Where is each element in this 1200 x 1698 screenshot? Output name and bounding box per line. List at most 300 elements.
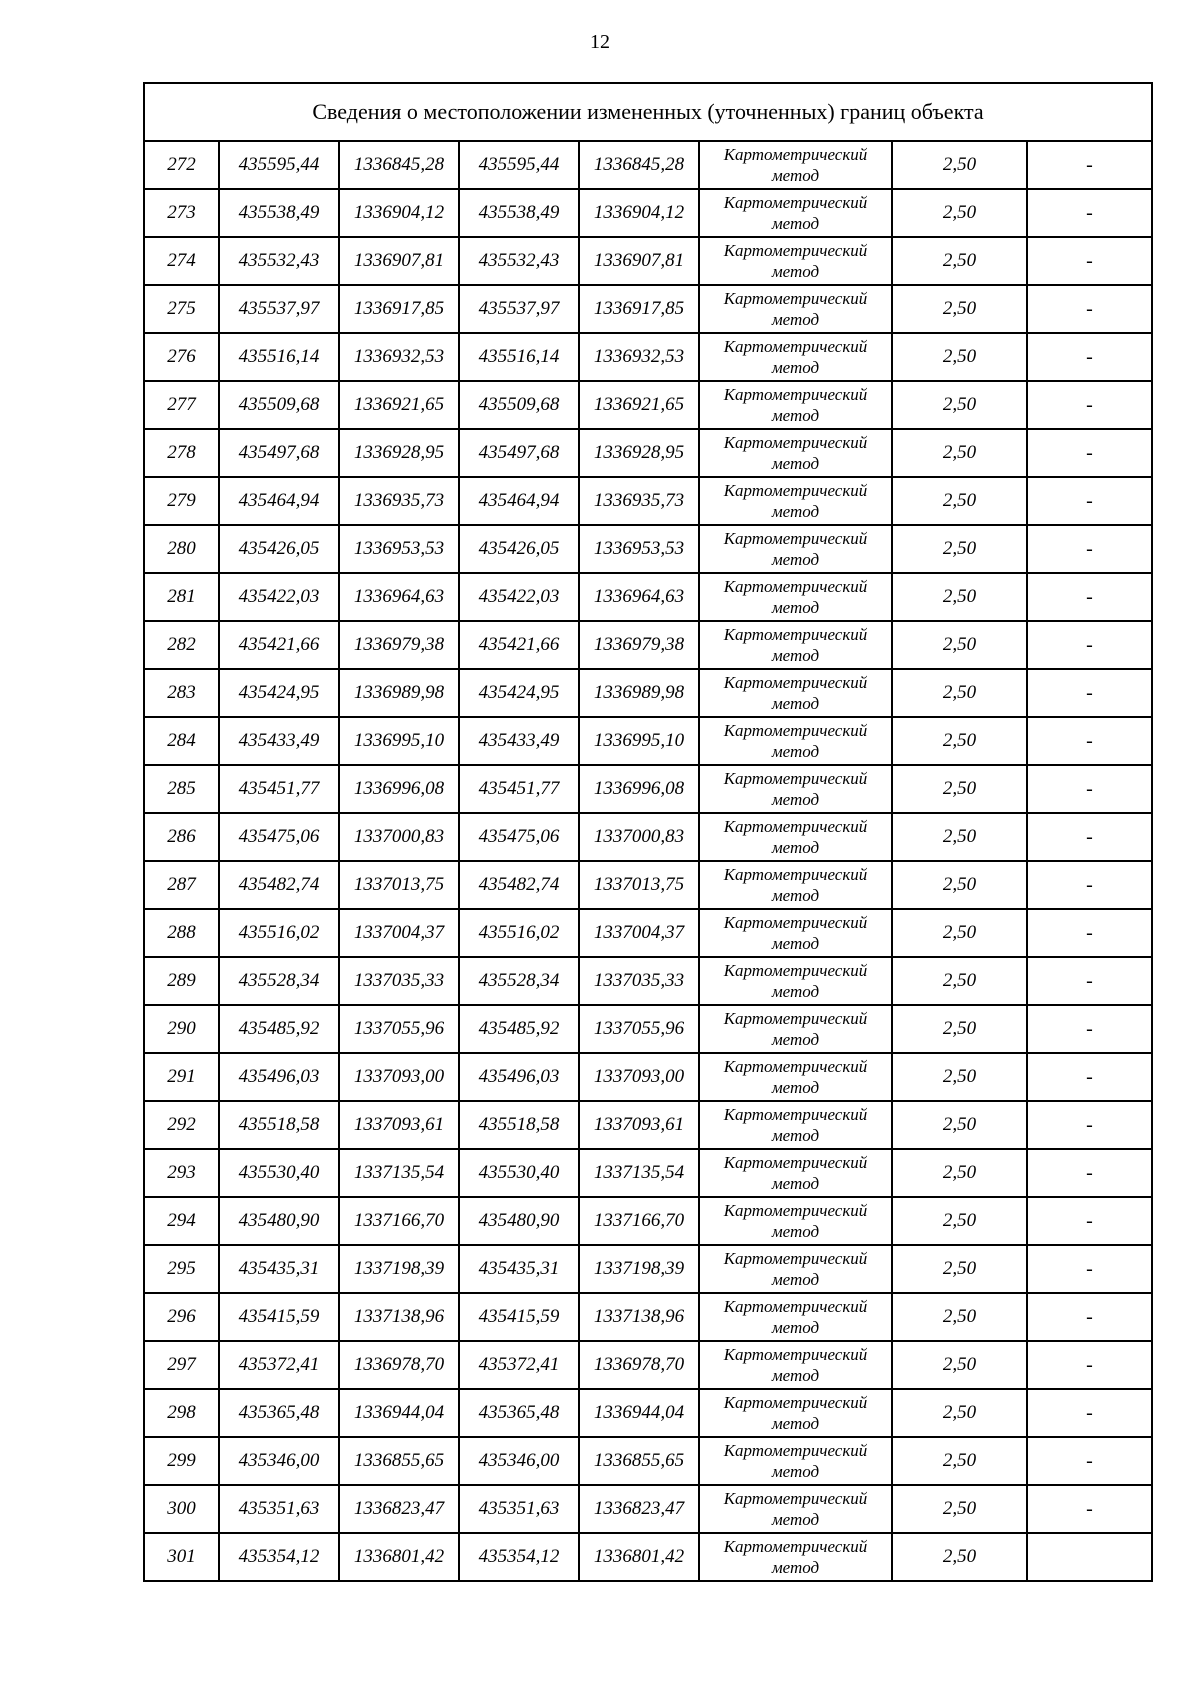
method-line-2: метод [771,1558,820,1577]
table-row [144,381,1152,429]
x-refined-cell: 435365,48 [459,1389,579,1437]
method-line-1: Картометрический [723,1297,868,1316]
method-line-2: метод [771,934,820,953]
description-cell: - [1027,285,1152,333]
method-line-2: метод [771,1414,820,1433]
description-cell: - [1027,1149,1152,1197]
x-refined-cell: 435426,05 [459,525,579,573]
point-number-cell: 285 [144,765,219,813]
x-existing-cell: 435451,77 [219,765,339,813]
method-cell [699,621,892,669]
y-existing-cell: 1336978,70 [339,1341,459,1389]
x-refined-cell: 435538,49 [459,189,579,237]
method-line-2: метод [771,1366,820,1385]
x-refined-cell: 435372,41 [459,1341,579,1389]
x-existing-cell: 435415,59 [219,1293,339,1341]
method-cell [699,189,892,237]
table-row [144,1437,1152,1485]
x-refined-cell: 435346,00 [459,1437,579,1485]
x-refined-cell: 435433,49 [459,717,579,765]
description-cell: - [1027,1485,1152,1533]
boundary-coordinates-table [143,82,1153,1582]
accuracy-cell: 2,50 [892,1053,1027,1101]
y-existing-cell: 1336855,65 [339,1437,459,1485]
method-line-1: Картометрический [723,1009,868,1028]
table-row [144,237,1152,285]
y-refined-cell: 1336935,73 [579,477,699,525]
x-refined-cell: 435516,14 [459,333,579,381]
method-line-1: Картометрический [723,193,868,212]
x-existing-cell: 435426,05 [219,525,339,573]
accuracy-cell: 2,50 [892,141,1027,189]
accuracy-cell: 2,50 [892,861,1027,909]
method-line-2: метод [771,262,820,281]
x-existing-cell: 435433,49 [219,717,339,765]
method-cell [699,1293,892,1341]
table-row [144,765,1152,813]
y-refined-cell: 1336978,70 [579,1341,699,1389]
method-line-1: Картометрический [723,289,868,308]
accuracy-cell: 2,50 [892,621,1027,669]
x-refined-cell: 435351,63 [459,1485,579,1533]
y-existing-cell: 1336935,73 [339,477,459,525]
x-refined-cell: 435595,44 [459,141,579,189]
point-number-cell: 276 [144,333,219,381]
y-refined-cell: 1336944,04 [579,1389,699,1437]
table-row [144,1485,1152,1533]
table-row [144,1053,1152,1101]
table-row [144,1149,1152,1197]
method-cell [699,381,892,429]
point-number-cell: 301 [144,1533,219,1581]
description-cell: - [1027,429,1152,477]
y-refined-cell: 1336855,65 [579,1437,699,1485]
point-number-cell: 287 [144,861,219,909]
method-line-2: метод [771,598,820,617]
y-existing-cell: 1336995,10 [339,717,459,765]
method-line-2: метод [771,982,820,1001]
x-refined-cell: 435516,02 [459,909,579,957]
table-row [144,477,1152,525]
point-number-cell: 282 [144,621,219,669]
method-cell [699,1005,892,1053]
method-cell [699,141,892,189]
method-line-1: Картометрический [723,1489,868,1508]
method-line-1: Картометрический [723,337,868,356]
table-row [144,1005,1152,1053]
method-cell [699,525,892,573]
description-cell: - [1027,477,1152,525]
table-row [144,1101,1152,1149]
x-existing-cell: 435496,03 [219,1053,339,1101]
description-cell: - [1027,717,1152,765]
y-existing-cell: 1336979,38 [339,621,459,669]
method-cell [699,1533,892,1581]
x-refined-cell: 435530,40 [459,1149,579,1197]
y-refined-cell: 1337138,96 [579,1293,699,1341]
method-line-1: Картометрический [723,817,868,836]
method-line-2: метод [771,1318,820,1337]
method-line-2: метод [771,694,820,713]
y-refined-cell: 1337198,39 [579,1245,699,1293]
table-row [144,957,1152,1005]
description-cell: - [1027,765,1152,813]
method-line-1: Картометрический [723,241,868,260]
x-refined-cell: 435451,77 [459,765,579,813]
accuracy-cell: 2,50 [892,237,1027,285]
description-cell: - [1027,189,1152,237]
method-line-2: метод [771,310,820,329]
point-number-cell: 289 [144,957,219,1005]
y-refined-cell: 1336823,47 [579,1485,699,1533]
accuracy-cell: 2,50 [892,813,1027,861]
method-cell [699,765,892,813]
accuracy-cell: 2,50 [892,477,1027,525]
description-cell: - [1027,669,1152,717]
method-cell [699,813,892,861]
x-existing-cell: 435595,44 [219,141,339,189]
description-cell: - [1027,1389,1152,1437]
point-number-cell: 278 [144,429,219,477]
method-line-2: метод [771,1510,820,1529]
y-existing-cell: 1336845,28 [339,141,459,189]
method-line-2: метод [771,742,820,761]
x-refined-cell: 435354,12 [459,1533,579,1581]
description-cell: - [1027,621,1152,669]
method-line-1: Картометрический [723,673,868,692]
method-line-1: Картометрический [723,1441,868,1460]
table-row [144,861,1152,909]
x-refined-cell: 435496,03 [459,1053,579,1101]
accuracy-cell: 2,50 [892,1149,1027,1197]
method-cell [699,717,892,765]
method-line-2: метод [771,1270,820,1289]
accuracy-cell: 2,50 [892,429,1027,477]
point-number-cell: 280 [144,525,219,573]
point-number-cell: 288 [144,909,219,957]
x-existing-cell: 435497,68 [219,429,339,477]
x-existing-cell: 435421,66 [219,621,339,669]
y-existing-cell: 1336921,65 [339,381,459,429]
y-existing-cell: 1337138,96 [339,1293,459,1341]
method-line-2: метод [771,1174,820,1193]
table-row [144,525,1152,573]
point-number-cell: 294 [144,1197,219,1245]
y-refined-cell: 1336932,53 [579,333,699,381]
x-existing-cell: 435365,48 [219,1389,339,1437]
accuracy-cell: 2,50 [892,1437,1027,1485]
description-cell: - [1027,1341,1152,1389]
table-row [144,429,1152,477]
y-refined-cell: 1336953,53 [579,525,699,573]
y-existing-cell: 1336953,53 [339,525,459,573]
x-existing-cell: 435530,40 [219,1149,339,1197]
method-cell [699,861,892,909]
x-refined-cell: 435509,68 [459,381,579,429]
y-refined-cell: 1336845,28 [579,141,699,189]
y-refined-cell: 1337000,83 [579,813,699,861]
x-refined-cell: 435435,31 [459,1245,579,1293]
method-line-2: метод [771,502,820,521]
method-cell [699,1197,892,1245]
method-line-2: метод [771,1222,820,1241]
y-refined-cell: 1336995,10 [579,717,699,765]
method-cell [699,237,892,285]
method-cell [699,333,892,381]
y-existing-cell: 1336823,47 [339,1485,459,1533]
x-refined-cell: 435475,06 [459,813,579,861]
y-existing-cell: 1336801,42 [339,1533,459,1581]
accuracy-cell: 2,50 [892,909,1027,957]
x-existing-cell: 435537,97 [219,285,339,333]
description-cell: - [1027,237,1152,285]
accuracy-cell: 2,50 [892,1389,1027,1437]
method-line-1: Картометрический [723,145,868,164]
point-number-cell: 296 [144,1293,219,1341]
y-refined-cell: 1337004,37 [579,909,699,957]
y-existing-cell: 1337035,33 [339,957,459,1005]
table-row [144,669,1152,717]
point-number-cell: 292 [144,1101,219,1149]
point-number-cell: 277 [144,381,219,429]
y-refined-cell: 1337135,54 [579,1149,699,1197]
method-line-1: Картометрический [723,385,868,404]
method-line-2: метод [771,886,820,905]
method-cell [699,957,892,1005]
description-cell [1027,1533,1152,1581]
y-existing-cell: 1337004,37 [339,909,459,957]
method-line-2: метод [771,838,820,857]
method-cell [699,1149,892,1197]
method-line-1: Картометрический [723,1057,868,1076]
table-row [144,1341,1152,1389]
method-cell [699,477,892,525]
x-refined-cell: 435528,34 [459,957,579,1005]
description-cell: - [1027,1293,1152,1341]
y-existing-cell: 1336989,98 [339,669,459,717]
y-refined-cell: 1337035,33 [579,957,699,1005]
x-existing-cell: 435435,31 [219,1245,339,1293]
x-refined-cell: 435497,68 [459,429,579,477]
table-row [144,909,1152,957]
description-cell: - [1027,525,1152,573]
y-refined-cell: 1336917,85 [579,285,699,333]
accuracy-cell: 2,50 [892,189,1027,237]
point-number-cell: 284 [144,717,219,765]
x-existing-cell: 435351,63 [219,1485,339,1533]
point-number-cell: 291 [144,1053,219,1101]
description-cell: - [1027,573,1152,621]
y-existing-cell: 1337055,96 [339,1005,459,1053]
y-refined-cell: 1336964,63 [579,573,699,621]
method-line-2: метод [771,1030,820,1049]
table-row [144,189,1152,237]
method-cell [699,1245,892,1293]
accuracy-cell: 2,50 [892,765,1027,813]
accuracy-cell: 2,50 [892,1533,1027,1581]
method-cell [699,909,892,957]
point-number-cell: 283 [144,669,219,717]
y-refined-cell: 1336996,08 [579,765,699,813]
accuracy-cell: 2,50 [892,573,1027,621]
y-existing-cell: 1337093,61 [339,1101,459,1149]
point-number-cell: 300 [144,1485,219,1533]
method-line-1: Картометрический [723,865,868,884]
x-refined-cell: 435532,43 [459,237,579,285]
y-refined-cell: 1336904,12 [579,189,699,237]
accuracy-cell: 2,50 [892,285,1027,333]
x-existing-cell: 435528,34 [219,957,339,1005]
y-existing-cell: 1337135,54 [339,1149,459,1197]
method-cell [699,429,892,477]
method-cell [699,1389,892,1437]
x-existing-cell: 435516,02 [219,909,339,957]
table-row [144,1533,1152,1581]
x-existing-cell: 435475,06 [219,813,339,861]
table-row [144,621,1152,669]
y-existing-cell: 1336932,53 [339,333,459,381]
point-number-cell: 298 [144,1389,219,1437]
table-row [144,717,1152,765]
table-row [144,333,1152,381]
y-refined-cell: 1336979,38 [579,621,699,669]
method-line-1: Картометрический [723,1537,868,1556]
y-existing-cell: 1336904,12 [339,189,459,237]
x-refined-cell: 435422,03 [459,573,579,621]
method-cell [699,1101,892,1149]
y-existing-cell: 1336917,85 [339,285,459,333]
method-cell [699,669,892,717]
y-existing-cell: 1337166,70 [339,1197,459,1245]
method-line-1: Картометрический [723,721,868,740]
description-cell: - [1027,861,1152,909]
y-refined-cell: 1336989,98 [579,669,699,717]
method-line-2: метод [771,1078,820,1097]
y-refined-cell: 1337013,75 [579,861,699,909]
description-cell: - [1027,1437,1152,1485]
x-refined-cell: 435482,74 [459,861,579,909]
accuracy-cell: 2,50 [892,333,1027,381]
y-existing-cell: 1336907,81 [339,237,459,285]
method-line-2: метод [771,1462,820,1481]
method-line-1: Картометрический [723,1345,868,1364]
method-cell [699,1485,892,1533]
method-line-1: Картометрический [723,625,868,644]
description-cell: - [1027,1005,1152,1053]
y-refined-cell: 1336928,95 [579,429,699,477]
point-number-cell: 272 [144,141,219,189]
y-existing-cell: 1337000,83 [339,813,459,861]
accuracy-cell: 2,50 [892,1005,1027,1053]
y-refined-cell: 1337093,00 [579,1053,699,1101]
method-cell [699,1341,892,1389]
y-existing-cell: 1337093,00 [339,1053,459,1101]
method-cell [699,573,892,621]
x-existing-cell: 435480,90 [219,1197,339,1245]
accuracy-cell: 2,50 [892,1197,1027,1245]
accuracy-cell: 2,50 [892,957,1027,1005]
x-existing-cell: 435538,49 [219,189,339,237]
method-line-1: Картометрический [723,1249,868,1268]
y-existing-cell: 1336996,08 [339,765,459,813]
method-line-2: метод [771,214,820,233]
table-row [144,573,1152,621]
accuracy-cell: 2,50 [892,669,1027,717]
x-existing-cell: 435424,95 [219,669,339,717]
point-number-cell: 281 [144,573,219,621]
accuracy-cell: 2,50 [892,717,1027,765]
description-cell: - [1027,1101,1152,1149]
accuracy-cell: 2,50 [892,381,1027,429]
method-line-1: Картометрический [723,1201,868,1220]
x-existing-cell: 435372,41 [219,1341,339,1389]
x-existing-cell: 435346,00 [219,1437,339,1485]
point-number-cell: 274 [144,237,219,285]
x-refined-cell: 435485,92 [459,1005,579,1053]
x-existing-cell: 435509,68 [219,381,339,429]
x-refined-cell: 435480,90 [459,1197,579,1245]
table-row [144,1293,1152,1341]
point-number-cell: 299 [144,1437,219,1485]
method-line-1: Картометрический [723,481,868,500]
method-line-1: Картометрический [723,913,868,932]
method-line-2: метод [771,454,820,473]
description-cell: - [1027,1053,1152,1101]
accuracy-cell: 2,50 [892,525,1027,573]
x-refined-cell: 435415,59 [459,1293,579,1341]
y-refined-cell: 1336801,42 [579,1533,699,1581]
y-refined-cell: 1336921,65 [579,381,699,429]
y-existing-cell: 1336928,95 [339,429,459,477]
method-line-2: метод [771,550,820,569]
x-existing-cell: 435354,12 [219,1533,339,1581]
method-line-1: Картометрический [723,433,868,452]
description-cell: - [1027,1245,1152,1293]
point-number-cell: 286 [144,813,219,861]
table-row [144,1197,1152,1245]
description-cell: - [1027,957,1152,1005]
y-refined-cell: 1337093,61 [579,1101,699,1149]
method-line-1: Картометрический [723,1393,868,1412]
y-existing-cell: 1337198,39 [339,1245,459,1293]
table-title-row [144,83,1152,141]
point-number-cell: 293 [144,1149,219,1197]
point-number-cell: 290 [144,1005,219,1053]
y-refined-cell: 1337166,70 [579,1197,699,1245]
table-title: Сведения о местоположении измененных (уточненных) границ объекта [144,83,1152,141]
y-existing-cell: 1336944,04 [339,1389,459,1437]
method-line-1: Картометрический [723,961,868,980]
method-line-1: Картометрический [723,1105,868,1124]
accuracy-cell: 2,50 [892,1485,1027,1533]
x-existing-cell: 435485,92 [219,1005,339,1053]
accuracy-cell: 2,50 [892,1293,1027,1341]
x-existing-cell: 435532,43 [219,237,339,285]
x-refined-cell: 435421,66 [459,621,579,669]
table-row [144,813,1152,861]
x-refined-cell: 435464,94 [459,477,579,525]
method-cell [699,1437,892,1485]
description-cell: - [1027,381,1152,429]
x-existing-cell: 435422,03 [219,573,339,621]
point-number-cell: 275 [144,285,219,333]
accuracy-cell: 2,50 [892,1341,1027,1389]
method-line-2: метод [771,358,820,377]
method-line-1: Картометрический [723,1153,868,1172]
accuracy-cell: 2,50 [892,1101,1027,1149]
method-line-2: метод [771,166,820,185]
method-line-2: метод [771,646,820,665]
